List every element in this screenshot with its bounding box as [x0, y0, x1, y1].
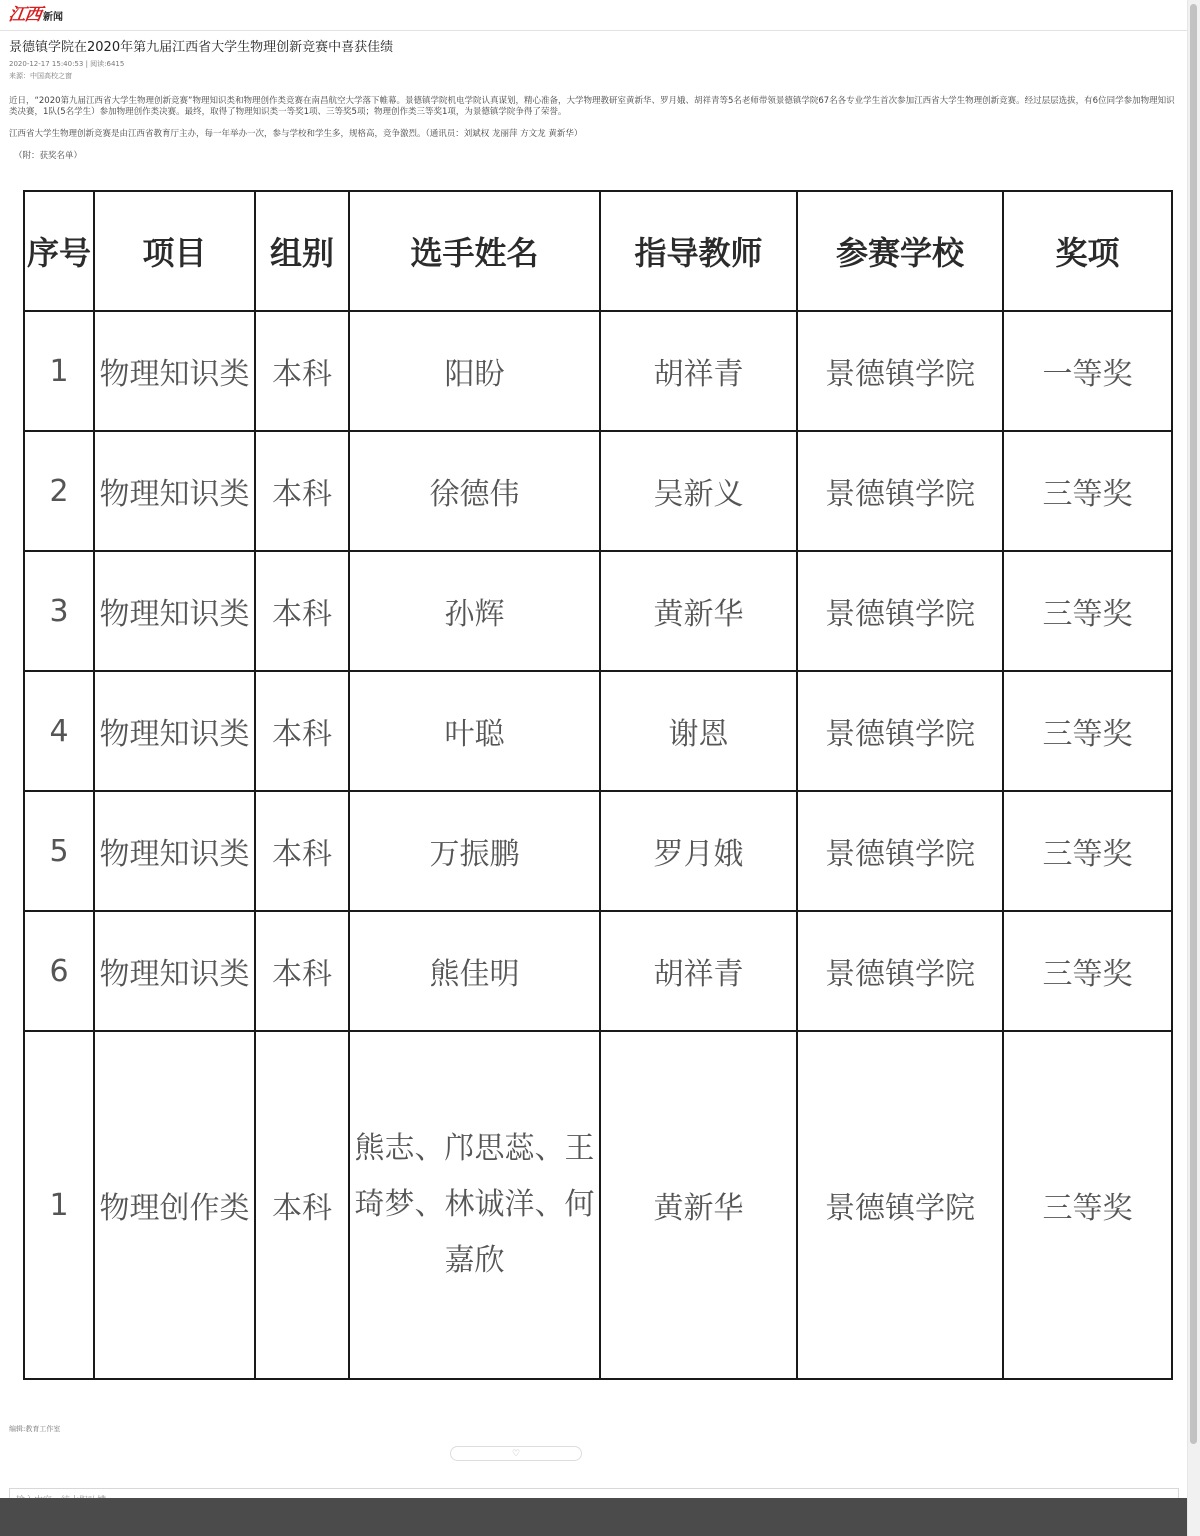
table-row [24, 791, 1172, 911]
table-cell: 孙辉 [349, 551, 600, 671]
table-cell: 物理知识类 [94, 671, 255, 791]
header-cell: 项目 [94, 191, 255, 311]
table-cell: 物理知识类 [94, 791, 255, 911]
table-cell: 三等奖 [1003, 1031, 1172, 1379]
table-cell: 万振鹏 [349, 791, 600, 911]
table-cell: 吴新义 [600, 431, 797, 551]
table-cell: 阳盼 [349, 311, 600, 431]
table-cell: 黄新华 [600, 551, 797, 671]
table-header-row [24, 191, 1172, 311]
article-paragraph-1: 近日，“2020第九届江西省大学生物理创新竞赛”物理知识类和物理创作类竞赛在南昌航空大学落下帷幕。景德镇学院机电学院认真谋划，精心准备，大学物理教研室黄新华、罗月娥、胡祥青等5名老师带领景德镇学院67名各专业学生首次参加江西省大学生物理创新竞赛。经过层层选拔，有6位同学参加物理知识类决赛，1队(5名学生）参加物理创作类决赛。最终，取得了物理知识类一等奖1项、三等奖5项；物理创作类三等奖1项，为景德镇学院争得了荣誉。 [9, 96, 1175, 117]
logo-text: 新闻 [43, 12, 63, 23]
table-cell: 三等奖 [1003, 791, 1172, 911]
article-source: 来源：中国高校之窗 [9, 72, 72, 80]
table-cell: 物理知识类 [94, 551, 255, 671]
table-cell: 景德镇学院 [797, 431, 1003, 551]
table-cell: 胡祥青 [600, 311, 797, 431]
award-table [23, 190, 1173, 1380]
table-cell: 本科 [255, 431, 349, 551]
table-cell: 本科 [255, 1031, 349, 1379]
table-cell: 4 [24, 671, 94, 791]
scrollbar[interactable] [1187, 0, 1200, 1536]
table-cell: 物理知识类 [94, 431, 255, 551]
article-title: 景德镇学院在2020年第九届江西省大学生物理创新竞赛中喜获佳绩 [9, 40, 394, 55]
table-row [24, 431, 1172, 551]
site-logo[interactable] [9, 5, 63, 25]
table-cell: 谢恩 [600, 671, 797, 791]
article-meta: 2020-12-17 15:40:53 | 阅读:6415 [9, 60, 125, 68]
table-cell: 6 [24, 911, 94, 1031]
table-cell: 景德镇学院 [797, 671, 1003, 791]
logo-mark: 江西 [7, 5, 43, 25]
table-cell: 本科 [255, 911, 349, 1031]
header-cell: 选手姓名 [349, 191, 600, 311]
table-cell: 物理知识类 [94, 311, 255, 431]
heart-icon: ♡ [511, 1448, 521, 1459]
table-cell: 三等奖 [1003, 551, 1172, 671]
article-editor: 编辑:教育工作室 [9, 1425, 61, 1433]
table-row [24, 551, 1172, 671]
header-cell: 参赛学校 [797, 191, 1003, 311]
header-cell: 序号 [24, 191, 94, 311]
table-cell: 本科 [255, 551, 349, 671]
table-cell: 景德镇学院 [797, 1031, 1003, 1379]
table-cell: 三等奖 [1003, 911, 1172, 1031]
table-cell: 熊志、邝思蕊、王琦梦、林诚洋、何嘉欣 [349, 1031, 600, 1379]
header-cell: 指导教师 [600, 191, 797, 311]
article-paragraph-2: 江西省大学生物理创新竞赛是由江西省教育厅主办，每一年举办一次，参与学校和学生多，规格高，竞争激烈。（通讯员：刘斌权 龙丽萍 方文龙 黄新华） [9, 129, 583, 139]
table-cell: 景德镇学院 [797, 911, 1003, 1031]
table-cell: 景德镇学院 [797, 551, 1003, 671]
table-cell: 黄新华 [600, 1031, 797, 1379]
table-row [24, 1031, 1172, 1379]
table-cell: 1 [24, 1031, 94, 1379]
like-button[interactable] [450, 1446, 582, 1461]
table-cell: 物理知识类 [94, 911, 255, 1031]
table-cell: 胡祥青 [600, 911, 797, 1031]
table-cell: 3 [24, 551, 94, 671]
table-cell: 一等奖 [1003, 311, 1172, 431]
table-cell: 三等奖 [1003, 431, 1172, 551]
header-cell: 组别 [255, 191, 349, 311]
table-cell: 景德镇学院 [797, 311, 1003, 431]
bottom-bar [0, 1498, 1188, 1536]
table-row [24, 911, 1172, 1031]
article-paragraph-3: （附：获奖名单） [14, 151, 83, 161]
table-cell: 本科 [255, 791, 349, 911]
table-row [24, 671, 1172, 791]
header-cell: 奖项 [1003, 191, 1172, 311]
table-cell: 熊佳明 [349, 911, 600, 1031]
table-cell: 景德镇学院 [797, 791, 1003, 911]
table-cell: 本科 [255, 671, 349, 791]
table-cell: 叶聪 [349, 671, 600, 791]
table-cell: 本科 [255, 311, 349, 431]
table-cell: 罗月娥 [600, 791, 797, 911]
table-cell: 物理创作类 [94, 1031, 255, 1379]
table-cell: 徐德伟 [349, 431, 600, 551]
scrollbar-thumb[interactable] [1190, 4, 1197, 1444]
table-row [24, 311, 1172, 431]
table-cell: 2 [24, 431, 94, 551]
table-cell: 三等奖 [1003, 671, 1172, 791]
table-cell: 1 [24, 311, 94, 431]
table-cell: 5 [24, 791, 94, 911]
top-bar [0, 0, 1188, 31]
